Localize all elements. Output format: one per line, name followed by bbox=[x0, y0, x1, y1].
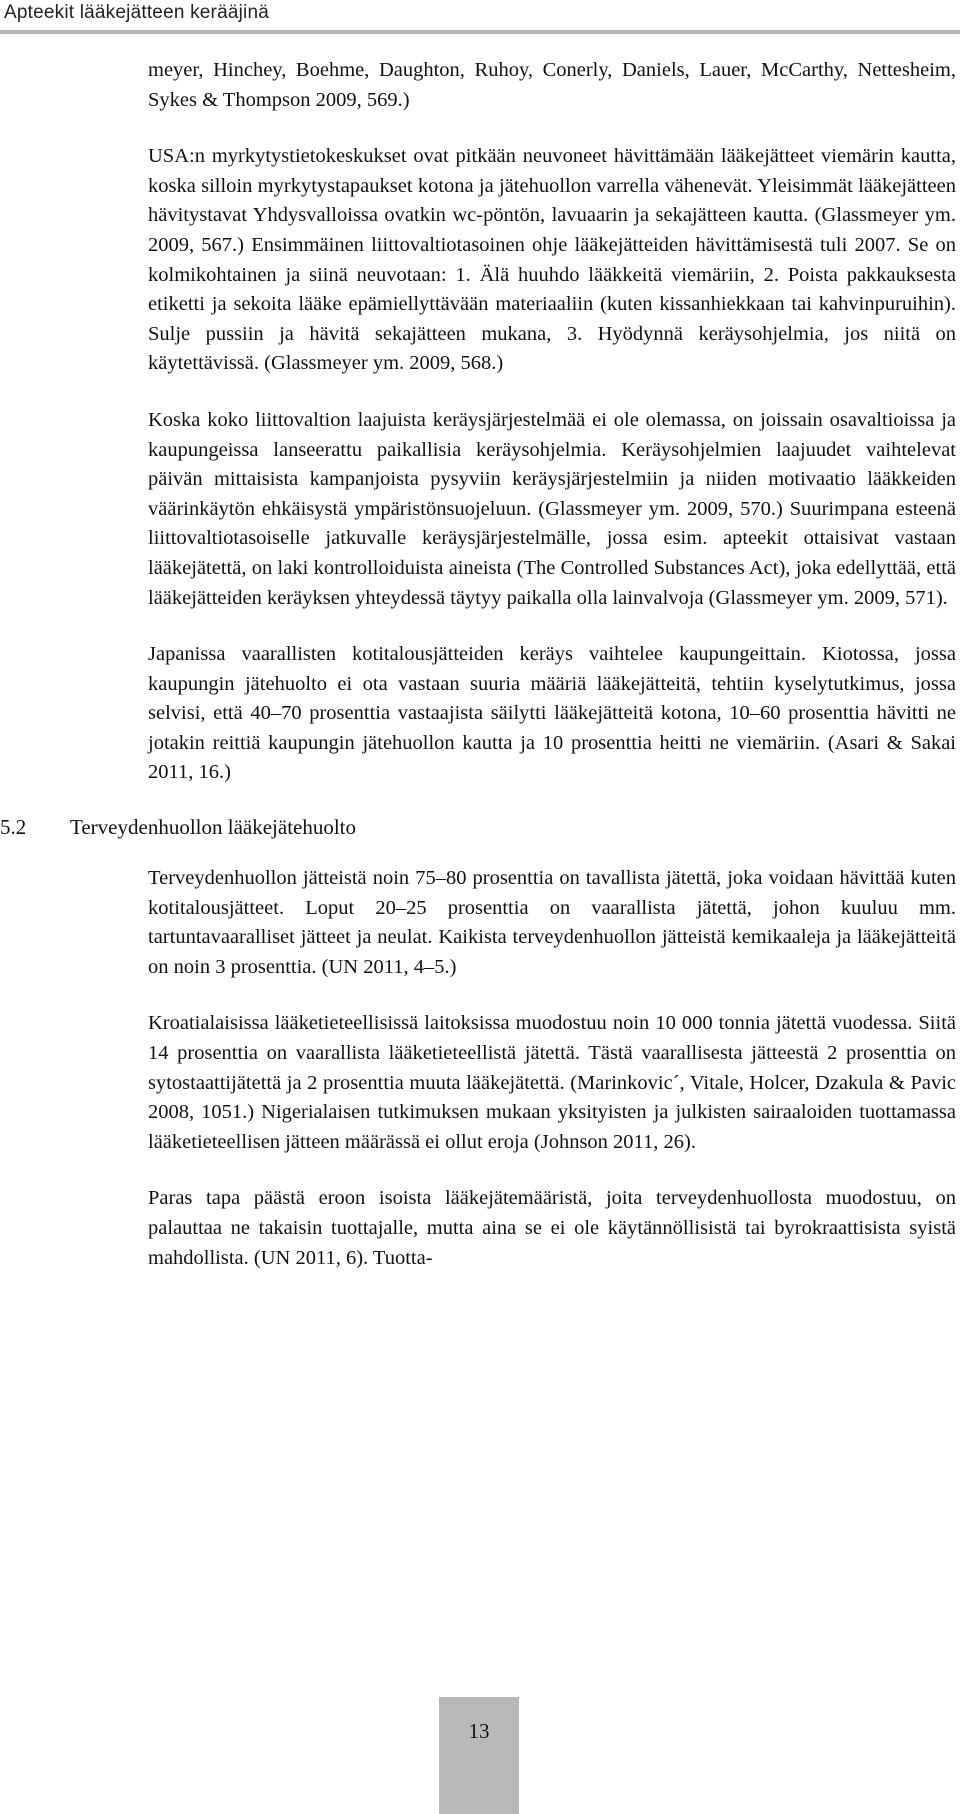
page-number: 13 bbox=[468, 1719, 490, 1743]
paragraph-citation-continuation: meyer, Hinchey, Boehme, Daughton, Ruhoy, Conerly, Daniels, Lauer, McCarthy, Nettesheim, Sykes & Thompson 2009, 569.) bbox=[148, 59, 956, 111]
document-body bbox=[0, 56, 956, 1273]
paragraph-croatia-nigeria: Kroatialaisissa lääketieteellisissä laitoksissa muodostuu noin 10 000 tonnia jätettä vuodessa. Siitä 14 prosenttia on vaarallista lääketieteellistä jätettä. Tästä vaarallisesta jätteestä 2 prosenttia on sytostaattijätettä ja 2 prosenttia muuta lääkejätettä. (Marinkovic´, Vitale, Holcer, Dzakula & Pavic 2008, 1051.) Nigerialaisen tutkimuksen mukaan yksityisten ja julkisten sairaaloiden tuottamassa lääketieteellisen jätteen määrässä ei ollut eroja (Johnson 2011, 26). bbox=[148, 1012, 956, 1153]
paragraph-healthcare-waste: Terveydenhuollon jätteistä noin 75–80 prosenttia on tavallista jätettä, joka voidaan hävittää kuten kotitalousjätteet. Loput 20–25 prosenttia on vaarallista jätettä, johon kuuluu mm. tartuntavaaralliset jätteet ja neulat. Kaikista terveydenhuollon jätteistä kemikaaleja ja lääkejätteitä on noin 3 prosenttia. (UN 2011, 4–5.) bbox=[148, 867, 956, 978]
page-header bbox=[0, 0, 960, 34]
paragraph-return-to-producer: Paras tapa päästä eroon isoista lääkejätemääristä, joita terveydenhuollosta muodostuu, on palauttaa ne takaisin tuottajalle, mutta aina se ei ole käytännöllisistä tai byrokraattisista syistä mahdollista. (UN 2011, 6). Tuotta- bbox=[148, 1187, 956, 1269]
paragraph-collection-programs: Koska koko liittovaltion laajuista keräysjärjestelmää ei ole olemassa, on joissain osavaltioissa ja kaupungeissa lanseerattu paikallisia keräysohjelmia. Keräysohjelmien laajuudet vaihtelevat päivän mittaisista kampanjoista pysyviin keräysjärjestelmiin ja niiden motivaatio lääkkeiden väärinkäytön ehkäisystä ympäristönsuojeluun. (Glassmeyer ym. 2009, 570.) Suurimpana esteenä liittovaltiotasoiselle jatkuvalle keräysjärjestelmälle, jossa esim. apteekit ottaisivat vastaan lääkejätettä, on laki kontrolloiduista aineista (The Controlled Substances Act), joka edellyttää, että lääkejätteiden keräyksen yhteydessä täytyy paikalla olla lainvalvoja (Glassmeyer ym. 2009, 571). bbox=[148, 408, 956, 609]
paragraph-japan: Japanissa vaarallisten kotitalousjätteiden keräys vaihtelee kaupungeittain. Kiotossa, jossa kaupungin jätehuolto ei ota vastaan suuria määriä lääkejätteitä, tehtiin kyselytutkimus, jossa selvisi, että 40–70 prosenttia vastaajista säilytti lääkejätteitä kotona, 10–60 prosenttia hävitti ne jotakin reittiä kaupungin jätehuollon kautta ja 10 prosenttia heitti ne viemäriin. (Asari & Sakai 2011, 16.) bbox=[148, 643, 956, 784]
page-number-box bbox=[439, 1697, 519, 1814]
section-heading bbox=[0, 812, 960, 846]
section-title: Terveydenhuollon lääkejätehuolto bbox=[70, 815, 357, 840]
header-title: Apteekit lääkejätteen kerääjinä bbox=[4, 2, 269, 23]
section-number: 5.2 bbox=[0, 815, 27, 840]
paragraph-usa-poison-centers: USA:n myrkytystietokeskukset ovat pitkään neuvoneet hävittämään lääkejätteet viemärin kautta, koska silloin myrkytystapaukset kotona ja jätehuollon varrella vähenevät. Yleisimmät lääkejätteen hävitystavat Yhdysvalloissa ovatkin wc-pöntön, lavuaarin ja sekajätteen kautta. (Glassmeyer ym. 2009, 567.) Ensimmäinen liittovaltiotasoinen ohje lääkejätteiden hävittämisestä tuli 2007. Se on kolmikohtainen ja siinä neuvotaan: 1. Älä huuhdo lääkkeitä viemäriin, 2. Poista pakkauksesta etiketti ja sekoita lääke epämiellyttävään materiaaliin (kuten kissanhiekkaan tai kahvinpuruihin). Sulje pussiin ja hävitä sekajätteen mukana, 3. Hyödynnä keräysohjelmia, jos niitä on käytettävissä. (Glassmeyer ym. 2009, 568.) bbox=[148, 145, 956, 375]
